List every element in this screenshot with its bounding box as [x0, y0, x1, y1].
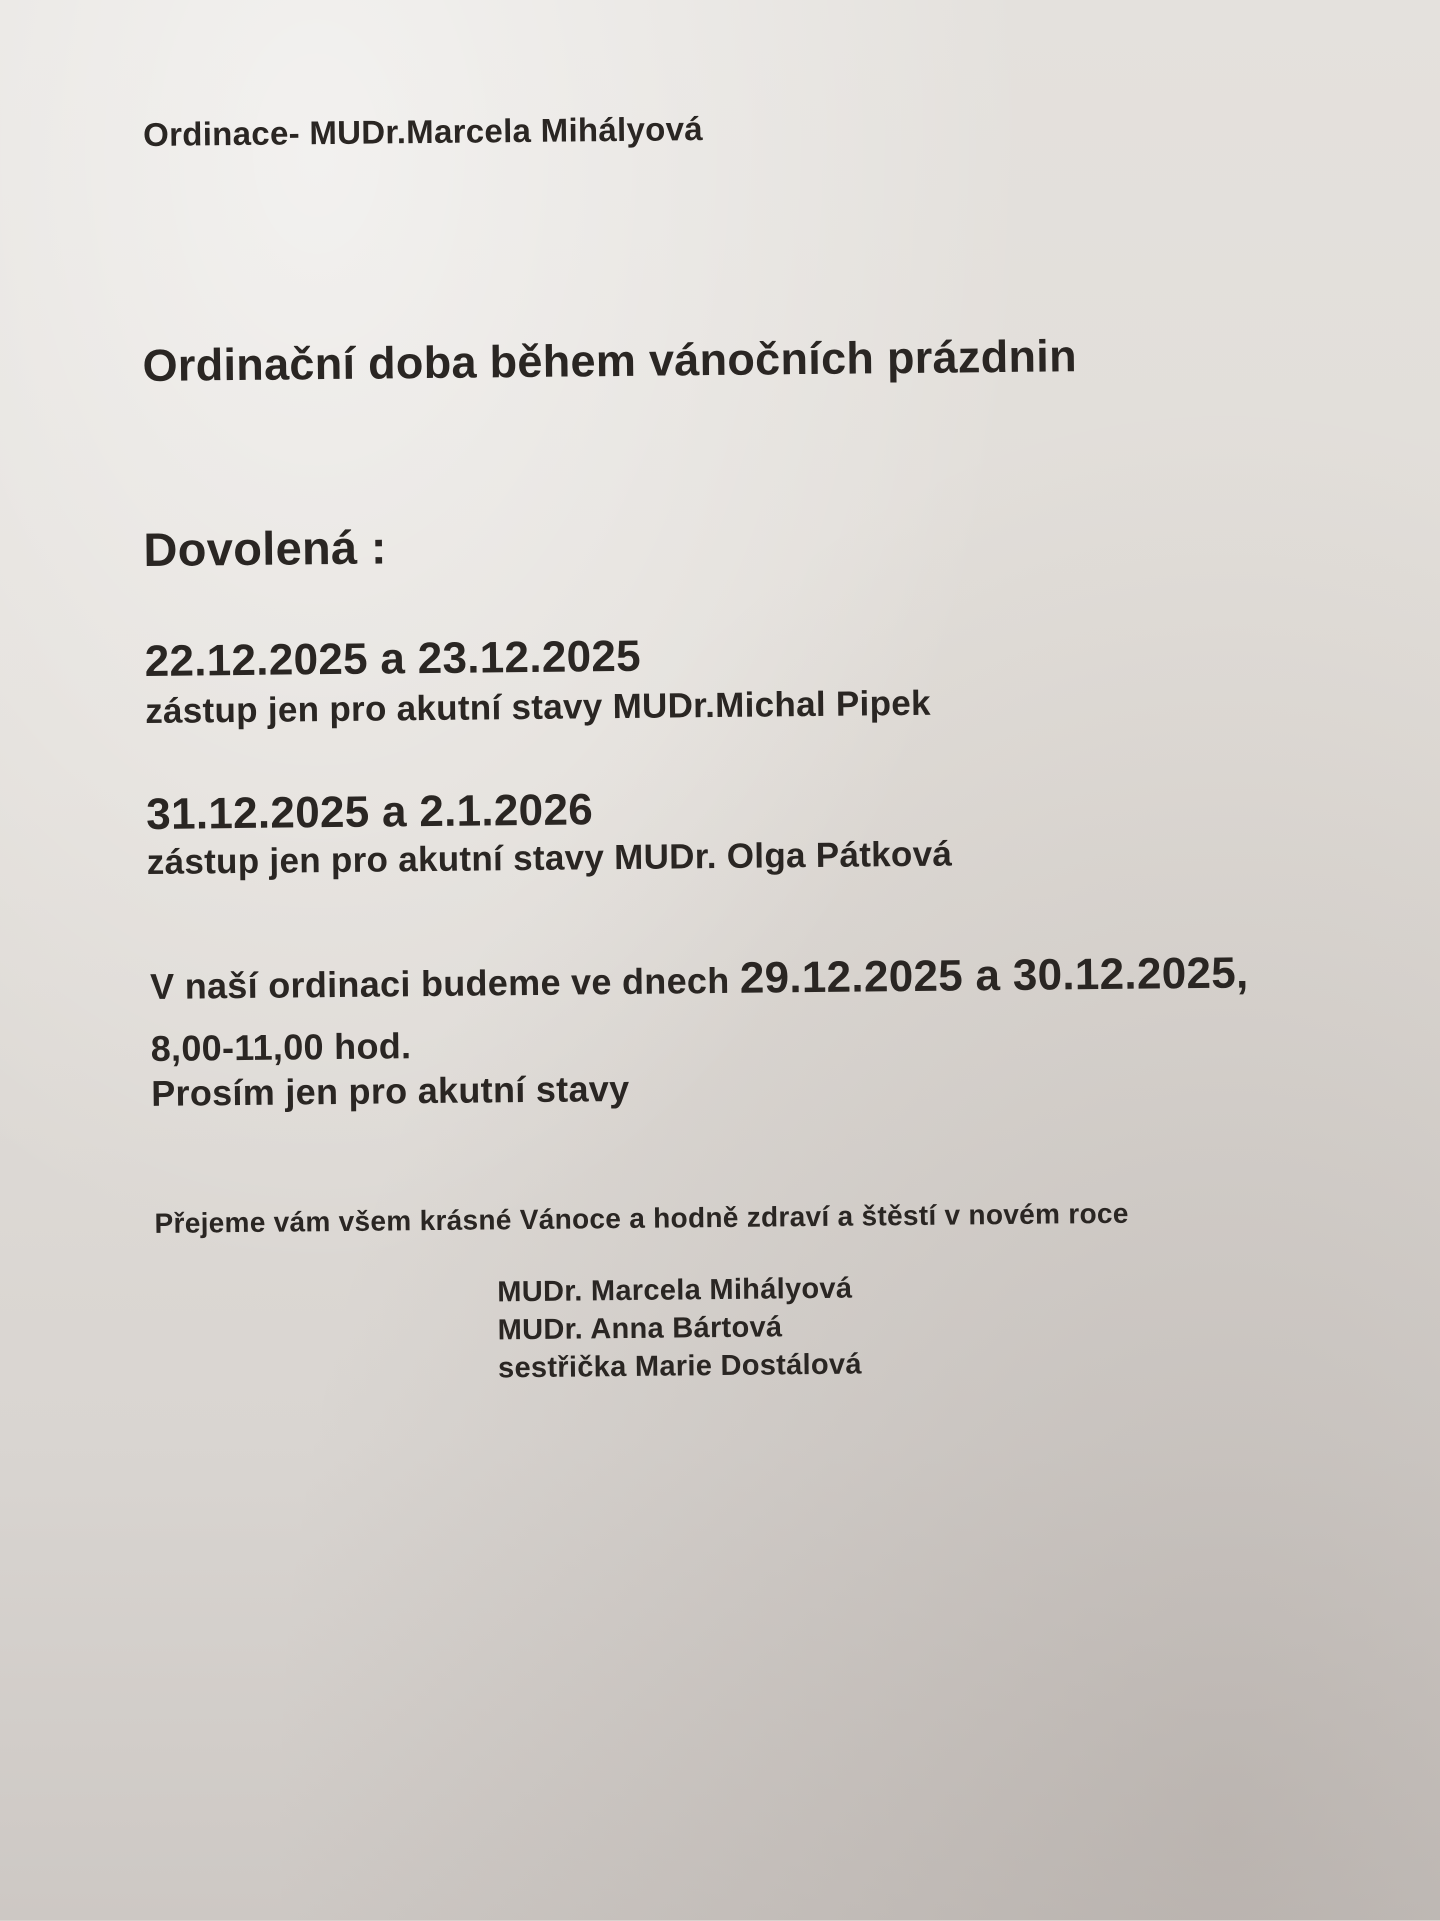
signature-2: MUDr. Anna Bártová: [497, 1311, 783, 1347]
acute-note: Prosím jen pro akutní stavy: [150, 1067, 630, 1114]
holiday-greeting: Přejeme vám všem krásné Vánoce a hodně zdraví a štěstí v novém roce: [154, 1197, 1129, 1239]
vacation-period-2-substitute: zástup jen pro akutní stavy MUDr. Olga Pátková: [146, 834, 953, 882]
vacation-heading: Dovolená :: [143, 520, 388, 576]
notice-title: Ordinační doba během vánočních prázdnin: [142, 330, 1078, 391]
signature-3: sestřička Marie Dostálová: [497, 1348, 862, 1385]
vacation-period-1-dates: 22.12.2025 a 23.12.2025: [144, 631, 642, 686]
signature-1: MUDr. Marcela Mihályová: [497, 1272, 853, 1309]
open-days-dates: 29.12.2025 a 30.12.2025,: [739, 948, 1249, 1003]
open-days-prefix: V naší ordinaci budeme ve dnech: [149, 959, 741, 1007]
vacation-period-2-dates: 31.12.2025 a 2.1.2026: [146, 785, 594, 839]
open-hours: 8,00-11,00 hod.: [150, 1025, 412, 1069]
vacation-period-1-substitute: zástup jen pro akutní stavy MUDr.Michal Pipek: [144, 683, 931, 731]
clinic-name: Ordinace- MUDr.Marcela Mihályová: [142, 110, 704, 153]
open-days-line: [150, 948, 1249, 1010]
